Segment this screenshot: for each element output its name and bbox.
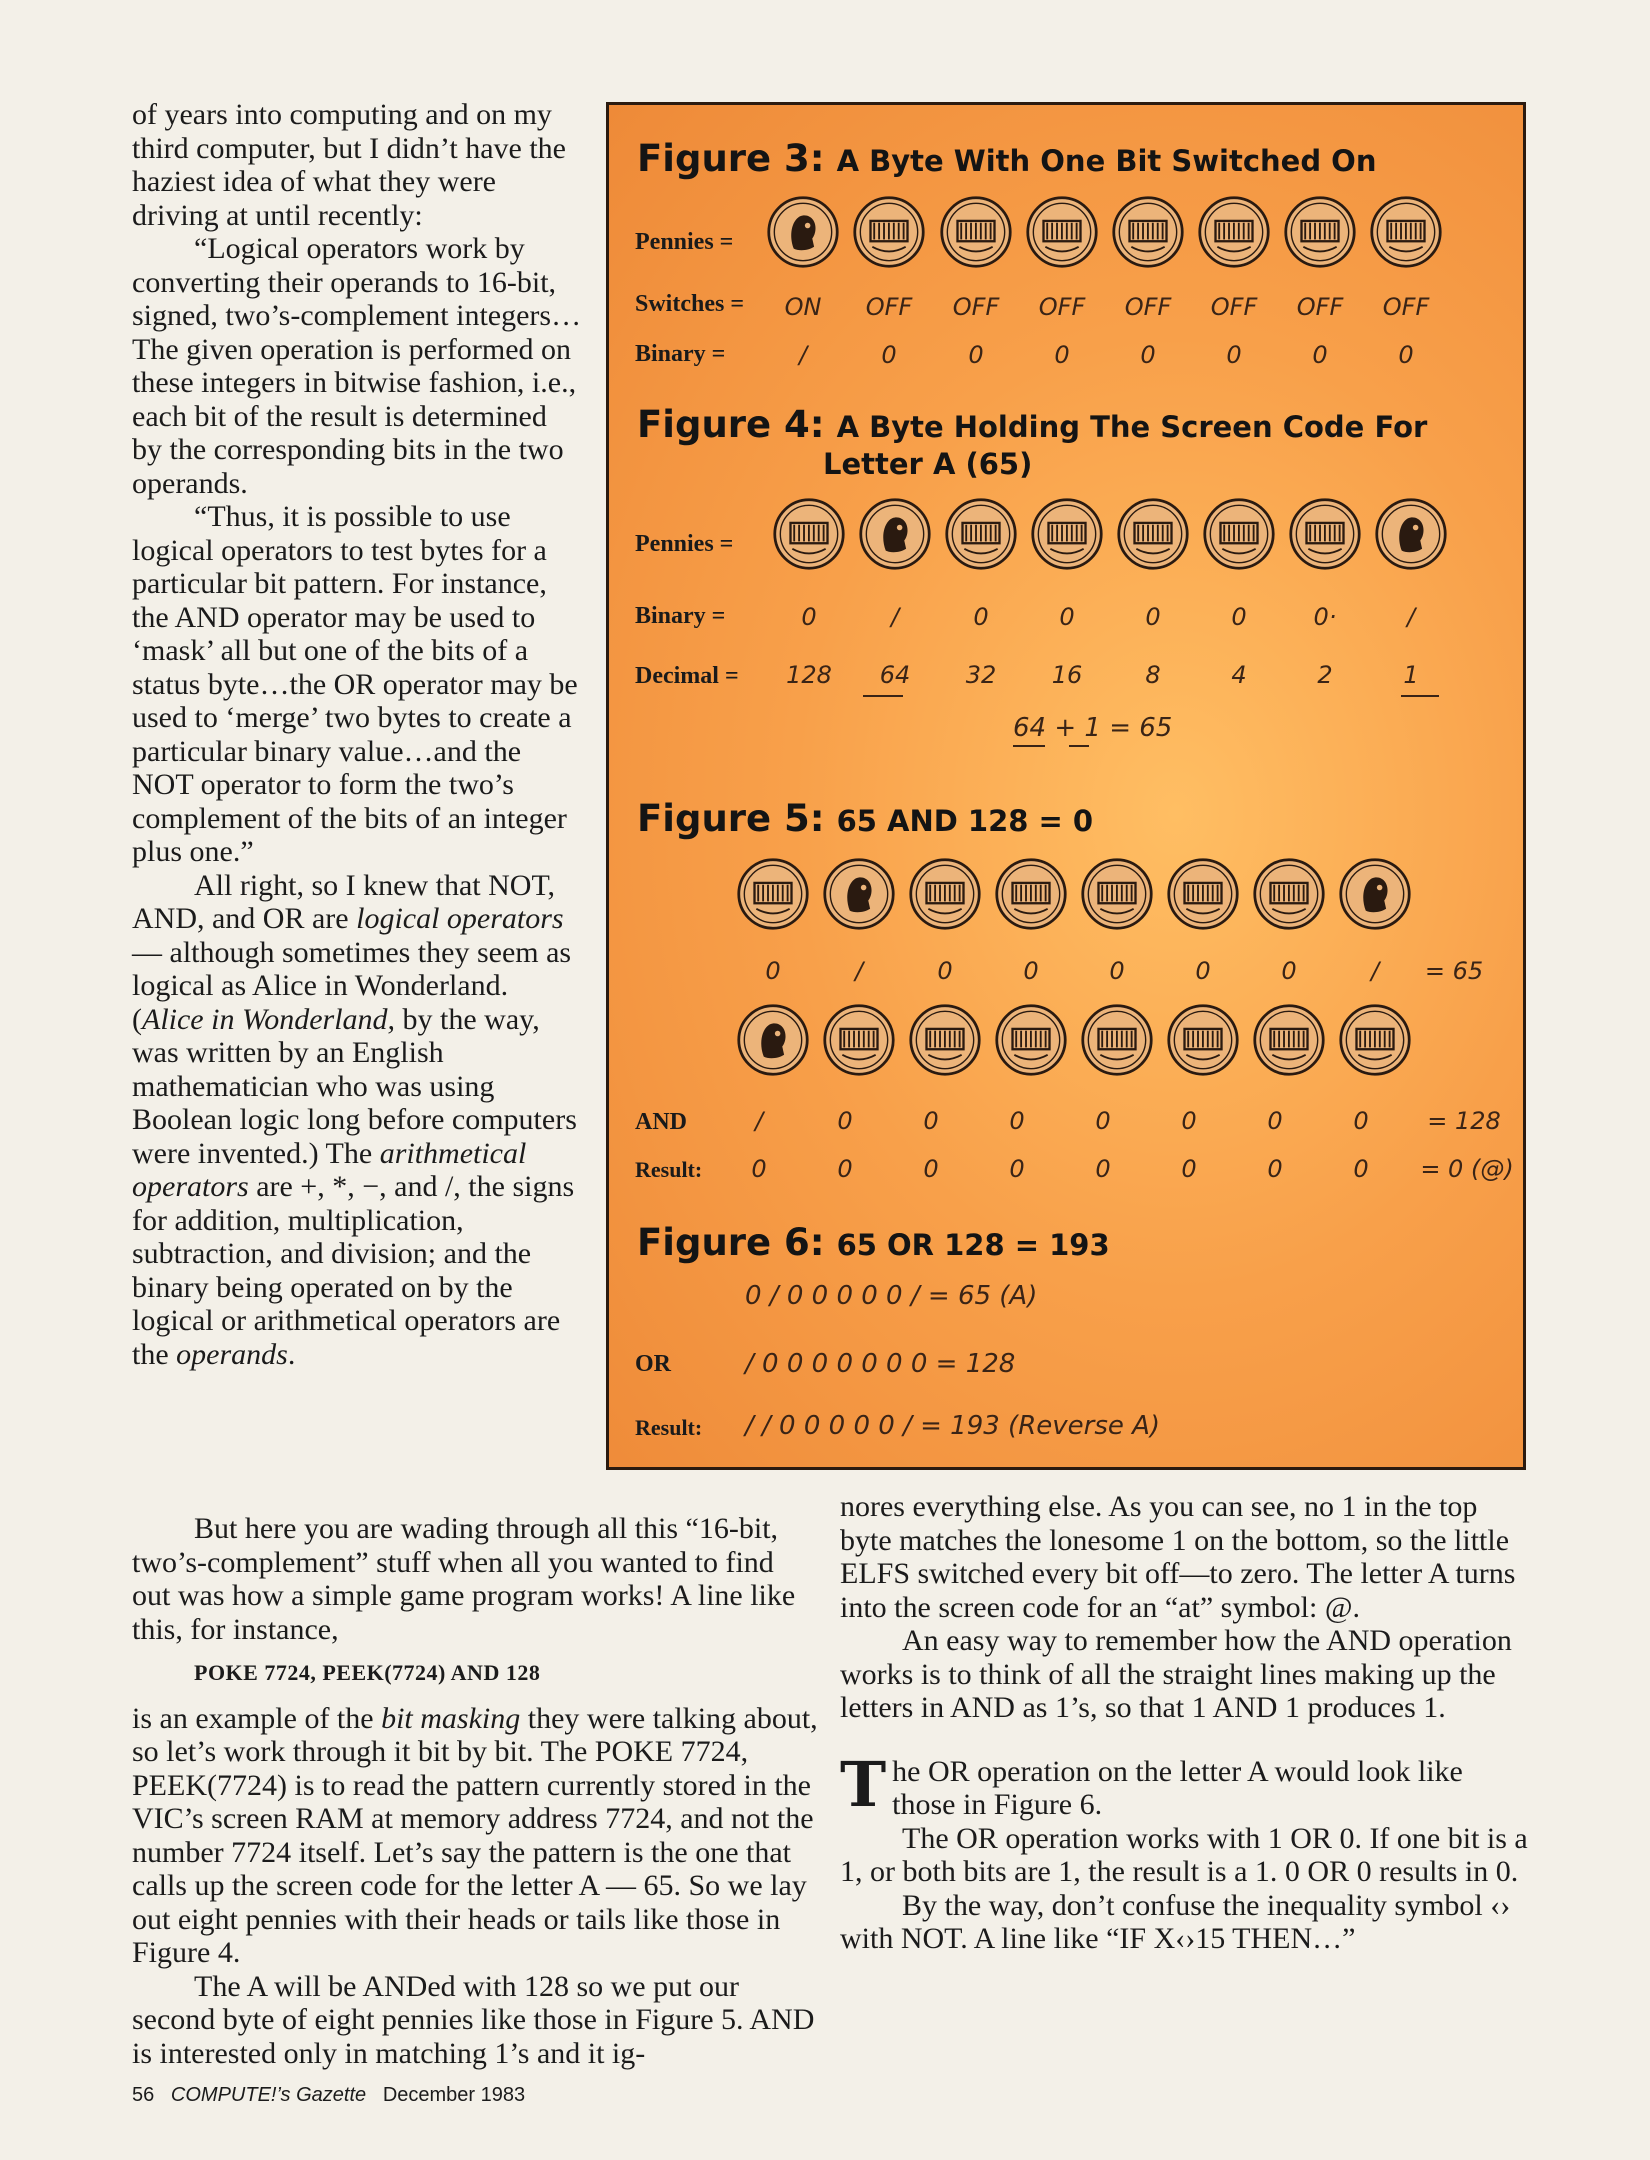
bit-value: / <box>1370 957 1380 985</box>
page-footer <box>132 2084 525 2107</box>
figure-4-title: Figure 4: A Byte Holding The Screen Code For <box>637 403 1428 446</box>
left-column <box>132 98 582 1371</box>
penny-tails-icon <box>939 195 1013 269</box>
bit-value: 0 <box>1059 603 1075 631</box>
binary-label: Binary = <box>635 341 726 367</box>
penny-heads-icon <box>766 195 840 269</box>
penny-tails-icon <box>1116 497 1190 571</box>
decimal-label: Decimal = <box>635 663 739 689</box>
bit-value: 128 <box>786 661 832 689</box>
bit-value: 0 <box>937 957 953 985</box>
paragraph: “Thus, it is possible to use logical operators to test bytes for a particular bit pattern. For instance, the AND operator may be used to ‘mask’ all but one of the bits of a status byte…the OR operator may be used to ‘merge’ two bytes to create a particular binary value…and the NOT operator to form the two’s complement of the bits of an integer plus one.” <box>132 500 578 868</box>
bit-value: 0 <box>923 1155 939 1183</box>
bit-value: 4 <box>1231 661 1247 689</box>
pennies-label: Pennies = <box>635 531 734 557</box>
bit-value: 0 <box>1023 957 1039 985</box>
bit-value: 0 <box>801 603 817 631</box>
bit-value: 0 <box>1009 1155 1025 1183</box>
result-label: Result: <box>635 1415 703 1440</box>
paragraph: is an example of the bit masking they were talking about, so let’s work through it bit by bit. The POKE 7724, PEEK(7724) is to read the pattern currently stored in the VIC’s screen RAM at memory address 7724, and not the number 7724 itself. Let’s say the pattern is the one that calls up the screen code for the letter A — 65. So we lay out eight pennies with their heads or tails like those in Figure 4. <box>132 1701 818 1969</box>
penny-tails-icon <box>1030 497 1104 571</box>
penny-tails-icon <box>1166 857 1240 931</box>
right-column <box>840 1490 1530 1956</box>
bit-value: / <box>890 603 900 631</box>
bit-value: 1 <box>1403 661 1419 689</box>
penny-tails-icon <box>1288 497 1362 571</box>
paragraph: The OR operation on the letter A would look like those in Figure 6. <box>840 1747 1463 1821</box>
penny-tails-icon <box>1338 1003 1412 1077</box>
penny-tails-icon <box>908 857 982 931</box>
underline <box>1013 745 1045 747</box>
penny-tails-icon <box>822 1003 896 1077</box>
bit-value: OFF <box>1124 293 1172 321</box>
underline <box>1401 695 1439 697</box>
bit-value: OFF <box>952 293 1000 321</box>
penny-tails-icon <box>1252 857 1326 931</box>
bit-value: OFF <box>1210 293 1258 321</box>
paragraph: nores everything else. As you can see, no 1 in the top byte matches the lonesome 1 on the bottom, so the little ELFS switched every bit off—to zero. The letter A turns into the screen code for an “at” symbol: @. <box>840 1490 1516 1624</box>
penny-heads-icon <box>736 1003 810 1077</box>
underline <box>863 695 903 697</box>
bit-value: 0 <box>1195 957 1211 985</box>
bit-value: 0 <box>1267 1107 1283 1135</box>
penny-heads-icon <box>1374 497 1448 571</box>
or-label: OR <box>635 1351 671 1377</box>
paragraph: The OR operation works with 1 OR 0. If one bit is a 1, or both bits are 1, the result is a 1. 0 OR 0 results in 0. <box>840 1821 1528 1888</box>
bit-value: OFF <box>1382 293 1430 321</box>
bit-value: 0 <box>1009 1107 1025 1135</box>
penny-tails-icon <box>1283 195 1357 269</box>
issue-date: December 1983 <box>382 2084 526 2106</box>
underline <box>1069 745 1089 747</box>
and-label: AND <box>635 1109 687 1135</box>
penny-tails-icon <box>1197 195 1271 269</box>
penny-heads-icon <box>858 497 932 571</box>
figure-6-title: Figure 6: 65 OR 128 = 193 <box>637 1221 1110 1264</box>
bit-value: 0 <box>1095 1107 1111 1135</box>
bit-value: 0 <box>1398 341 1414 369</box>
paragraph: All right, so I knew that NOT, AND, and OR are logical operators — although sometimes they seem as logical as Alice in Wonderland. (Alice in Wonderland, by the way, was written by an English mathematician who was using Boolean logic long before computers were invented.) The arithmetical operators are +, *, −, and /, the signs for addition, multiplication, subtraction, and division; and the binary being operated on by the logical or arithmetical operators are the operands. <box>132 868 577 1371</box>
bit-value: OFF <box>1296 293 1344 321</box>
bit-value: 64 <box>879 661 911 689</box>
penny-tails-icon <box>1369 195 1443 269</box>
penny-tails-icon <box>994 857 1068 931</box>
paragraph: By the way, don’t confuse the inequality symbol ‹› with NOT. A line like “IF X‹›15 THEN…” <box>840 1888 1511 1955</box>
bit-value: 0 <box>881 341 897 369</box>
penny-tails-icon <box>1080 857 1154 931</box>
bit-value: 0 <box>1353 1107 1369 1135</box>
bit-value: 0 <box>765 957 781 985</box>
bit-value: 0 <box>1267 1155 1283 1183</box>
bit-value: 2 <box>1317 661 1333 689</box>
penny-tails-icon <box>908 1003 982 1077</box>
bit-value: 0 <box>1140 341 1156 369</box>
bit-value: OFF <box>1038 293 1086 321</box>
bit-value: 0 <box>837 1107 853 1135</box>
paragraph: But here you are wading through all this “16-bit, two’s-complement” stuff when all you wanted to find out was how a simple game program works! A line like this, for instance, <box>132 1512 796 1646</box>
figure-5-title: Figure 5: 65 AND 128 = 0 <box>637 797 1094 840</box>
bit-value: 0 <box>1226 341 1242 369</box>
penny-tails-icon <box>1202 497 1276 571</box>
penny-heads-icon <box>1338 857 1412 931</box>
bit-value: 0 <box>923 1107 939 1135</box>
bit-value: 32 <box>965 661 997 689</box>
bit-value: 16 <box>1051 661 1083 689</box>
penny-tails-icon <box>1080 1003 1154 1077</box>
bit-value: 0 <box>1281 957 1297 985</box>
bit-value: OFF <box>865 293 913 321</box>
bit-value: / <box>754 1107 764 1135</box>
or-line-2: / 0 0 0 0 0 0 0 = 128 <box>745 1349 1016 1379</box>
paragraph: of years into computing and on my third computer, but I didn’t have the haziest idea of what they were driving at until recently: <box>132 98 566 232</box>
figures-panel <box>606 102 1526 1470</box>
penny-tails-icon <box>1166 1003 1240 1077</box>
sum-annotation: 64 + 1 = 65 <box>1013 713 1173 743</box>
bit-value: / <box>798 341 808 369</box>
row3-result: = 0 (@) <box>1420 1155 1514 1183</box>
bit-value: 0 <box>1145 603 1161 631</box>
bit-value: ON <box>784 293 822 321</box>
penny-tails-icon <box>772 497 846 571</box>
row1-result: = 65 <box>1424 957 1484 985</box>
switches-label: Switches = <box>635 291 745 317</box>
bit-value: 0 <box>1353 1155 1369 1183</box>
penny-tails-icon <box>1252 1003 1326 1077</box>
figure-3-title: Figure 3: A Byte With One Bit Switched On <box>637 137 1377 180</box>
code-line: POKE 7724, PEEK(7724) AND 128 <box>194 1660 541 1685</box>
penny-tails-icon <box>852 195 926 269</box>
bit-value: / <box>854 957 864 985</box>
row2-result: = 128 <box>1427 1107 1501 1135</box>
paragraph: “Logical operators work by converting their operands to 16-bit, signed, two’s-complement integers… The given operation is performed on these integers in bitwise fashion, i.e., each bit of the result is determined by the corresponding bits in the two operands. <box>132 232 582 500</box>
bit-value: 0 <box>1312 341 1328 369</box>
figure-4-title-line2: Letter A (65) <box>823 447 1033 481</box>
bit-value: 0· <box>1313 603 1337 631</box>
penny-tails-icon <box>736 857 810 931</box>
bit-value: 0 <box>1109 957 1125 985</box>
magazine-name: COMPUTE!’s Gazette <box>170 2084 367 2106</box>
penny-tails-icon <box>944 497 1018 571</box>
bit-value: 0 <box>837 1155 853 1183</box>
middle-column <box>132 1512 818 2070</box>
penny-tails-icon <box>1111 195 1185 269</box>
bit-value: 8 <box>1145 661 1161 689</box>
pennies-label: Pennies = <box>635 229 734 255</box>
bit-value: 0 <box>751 1155 767 1183</box>
paragraph: An easy way to remember how the AND operation works is to think of all the straight lines making up the letters in AND as 1’s, so that 1 AND 1 produces 1. <box>840 1624 1512 1724</box>
bit-value: 0 <box>1054 341 1070 369</box>
bit-value: 0 <box>1181 1155 1197 1183</box>
penny-heads-icon <box>822 857 896 931</box>
binary-label: Binary = <box>635 603 726 629</box>
drop-cap: T <box>840 1747 887 1821</box>
bit-value: 0 <box>1181 1107 1197 1135</box>
bit-value: 0 <box>973 603 989 631</box>
page-number: 56 <box>132 2084 155 2106</box>
paragraph: The A will be ANDed with 128 so we put our second byte of eight pennies like those in Figure 5. AND is interested only in matching 1’s and it ig- <box>132 1969 815 2070</box>
bit-value: / <box>1406 603 1416 631</box>
result-label: Result: <box>635 1157 703 1182</box>
or-line-1: 0 / 0 0 0 0 0 / = 65 (A) <box>745 1281 1038 1311</box>
bit-value: 0 <box>968 341 984 369</box>
penny-tails-icon <box>1025 195 1099 269</box>
or-line-3: / / 0 0 0 0 0 / = 193 (Reverse A) <box>745 1411 1161 1441</box>
bit-value: 0 <box>1095 1155 1111 1183</box>
penny-tails-icon <box>994 1003 1068 1077</box>
bit-value: 0 <box>1231 603 1247 631</box>
